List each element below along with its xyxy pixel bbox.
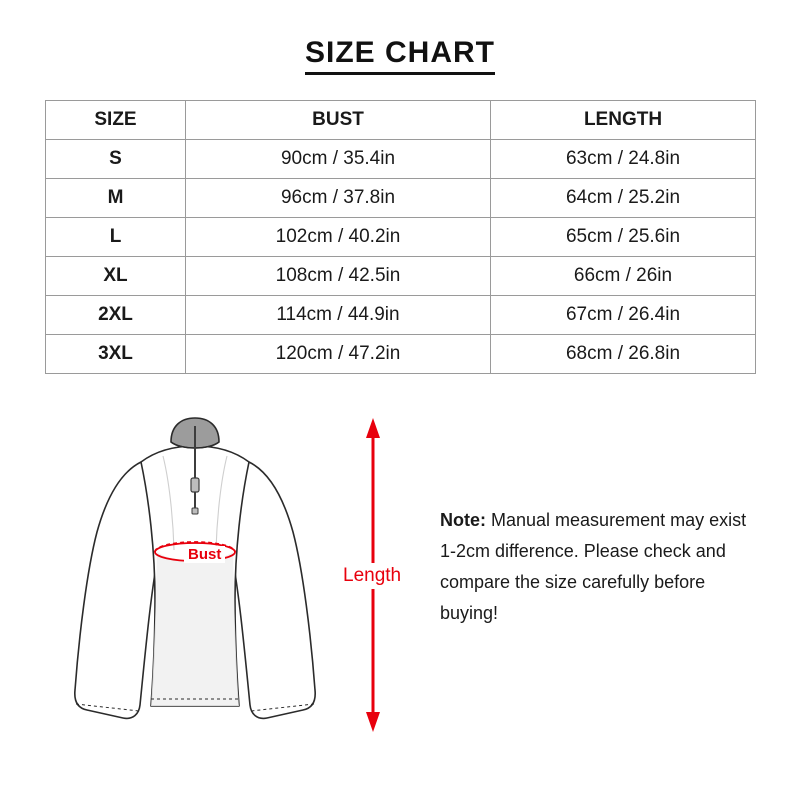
table-row: [46, 140, 756, 179]
page-title: [0, 36, 800, 70]
measurement-note: [440, 505, 765, 629]
table-header-row: [46, 101, 756, 140]
column-header-size: SIZE: [46, 101, 186, 140]
cell-size: 2XL: [46, 296, 186, 335]
cell-size: XL: [46, 257, 186, 296]
size-chart-table-wrapper: [45, 100, 755, 374]
cell-bust: 120cm / 47.2in: [186, 335, 491, 374]
table-row: [46, 335, 756, 374]
page-title-text: SIZE CHART: [305, 36, 495, 75]
length-measure-label: Length: [340, 563, 404, 589]
note-text: Manual measurement may exist 1-2cm difference. Please check and compare the size carefully before buying!: [440, 510, 747, 623]
cell-size: M: [46, 179, 186, 218]
cell-length: 66cm / 26in: [491, 257, 756, 296]
cell-size: L: [46, 218, 186, 257]
size-chart-table: [45, 100, 756, 374]
table-body: [46, 140, 756, 374]
table-row: [46, 218, 756, 257]
cell-size: S: [46, 140, 186, 179]
table-header: [46, 101, 756, 140]
cell-bust: 108cm / 42.5in: [186, 257, 491, 296]
table-row: [46, 296, 756, 335]
cell-bust: 96cm / 37.8in: [186, 179, 491, 218]
column-header-bust: BUST: [186, 101, 491, 140]
cell-bust: 90cm / 35.4in: [186, 140, 491, 179]
garment-illustration: [45, 400, 445, 745]
cell-bust: 114cm / 44.9in: [186, 296, 491, 335]
cell-length: 63cm / 24.8in: [491, 140, 756, 179]
note-lead: Note:: [440, 510, 486, 530]
cell-bust: 102cm / 40.2in: [186, 218, 491, 257]
bust-measure-label: Bust: [184, 546, 225, 563]
cell-size: 3XL: [46, 335, 186, 374]
cell-length: 68cm / 26.8in: [491, 335, 756, 374]
cell-length: 67cm / 26.4in: [491, 296, 756, 335]
cell-length: 65cm / 25.6in: [491, 218, 756, 257]
cell-length: 64cm / 25.2in: [491, 179, 756, 218]
table-row: [46, 257, 756, 296]
column-header-length: LENGTH: [491, 101, 756, 140]
table-row: [46, 179, 756, 218]
